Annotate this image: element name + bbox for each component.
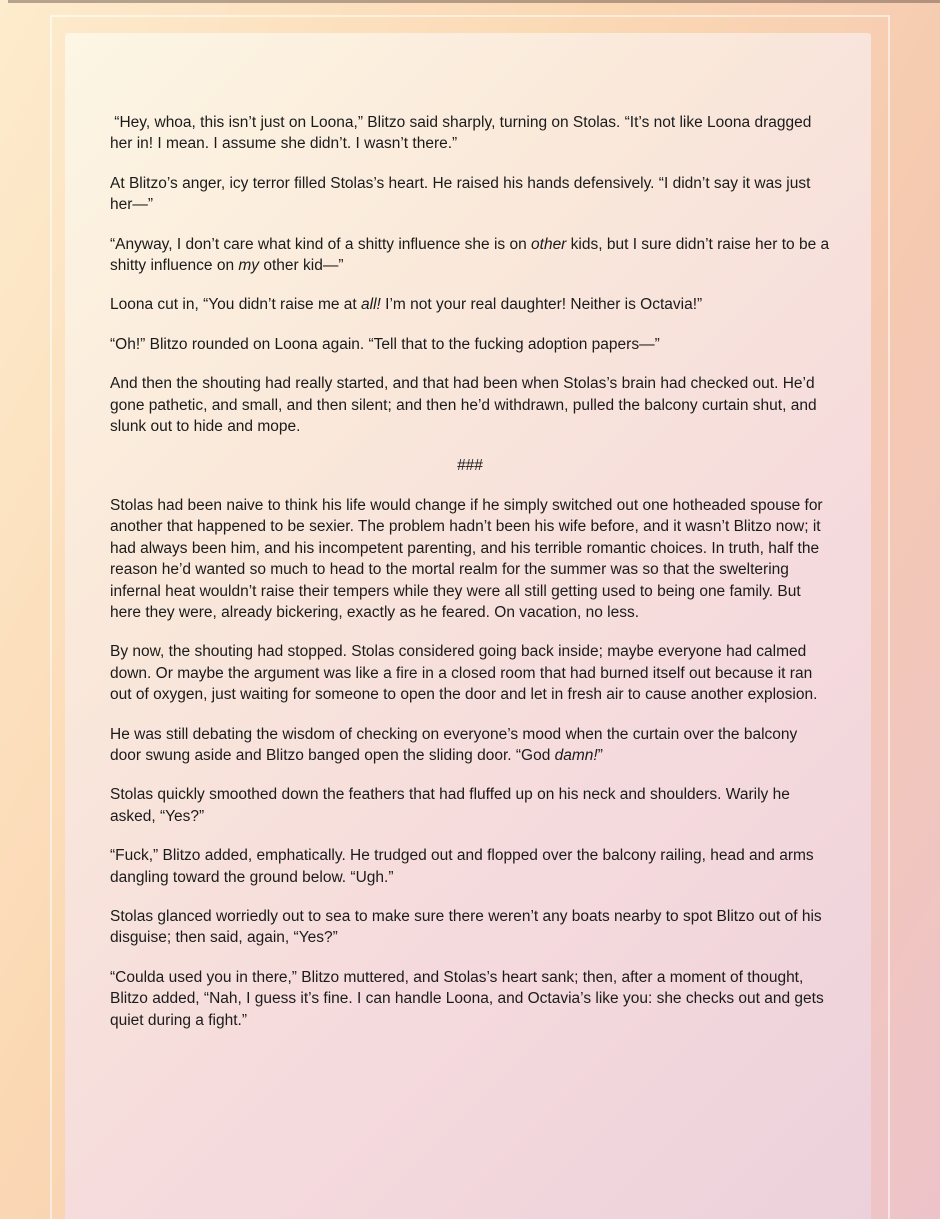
story-paragraph bbox=[110, 112, 830, 155]
text-segment: “Fuck,” Blitzo added, emphatically. He trudged out and flopped over the balcony railing, head and arms dangling toward the ground below. “Ugh.” bbox=[110, 847, 814, 886]
story-paragraph bbox=[110, 724, 830, 767]
italic-text: all! bbox=[361, 296, 381, 314]
text-segment: At Blitzo’s anger, icy terror filled Stolas’s heart. He raised his hands defensively. “I didn’t say it was just her—” bbox=[110, 174, 811, 214]
text-segment: “Oh!” Blitzo rounded on Loona again. “Tell that to the fucking adoption papers—” bbox=[110, 335, 660, 353]
text-segment: Stolas glanced worriedly out to sea to make sure there weren’t any boats nearby to spot Blitzo out of his disguise; then said, again, “Yes?” bbox=[110, 907, 822, 947]
text-segment: Stolas had been naive to think his life would change if he simply switched out one hotheaded spouse for another that happened to be sexier. The problem hadn’t been his wife before, and it wasn’t Blitzo now; it had always been him, and his incompetent parenting, and his terrible romantic choices. In truth, half the reason he’d wanted so much to head to the mortal realm for the summer was so that the sweltering infernal heat wouldn’t raise their tempers while they were all still getting used to being one family. But here they were, already bickering, exactly as he feared. On vacation, no less. bbox=[110, 496, 823, 621]
text-segment: I’m not your real daughter! Neither is Octavia!” bbox=[380, 296, 703, 314]
text-segment: other kid—” bbox=[259, 257, 344, 275]
text-segment: “Anyway, I don’t care what kind of a shitty influence she is on bbox=[110, 235, 532, 253]
story-paragraph bbox=[110, 173, 830, 216]
story-paragraph bbox=[110, 967, 830, 1031]
text-segment: Loona cut in, “You didn’t raise me at bbox=[110, 296, 362, 314]
story-paragraph bbox=[110, 784, 830, 827]
story-paragraph bbox=[110, 906, 830, 949]
story-paragraph bbox=[110, 294, 830, 315]
story-paragraph bbox=[110, 373, 830, 437]
story-paragraph bbox=[110, 641, 830, 705]
text-segment: kids, but I sure didn’t raise her to be a shitty influence on bbox=[110, 235, 830, 275]
section-separator bbox=[110, 455, 830, 476]
text-segment: He was still debating the wisdom of checking on everyone’s mood when the curtain over the balcony door swung aside and Blitzo banged open the sliding door. “God bbox=[110, 725, 798, 764]
story-text bbox=[65, 33, 871, 1031]
text-segment: “Hey, whoa, this isn’t just on Loona,” Blitzo said sharply, turning on Stolas. “It’s not like Loona dragged her in! I mean. I assume she didn’t. I wasn’t there.” bbox=[110, 114, 812, 153]
window-edge-strip bbox=[8, 0, 940, 3]
text-segment: And then the shouting had really started, and that had been when Stolas’s brain had checked out. He’d gone pathetic, and small, and then silent; and then he’d withdrawn, pulled the balcony curtain shut, and slunk out to hide and mope. bbox=[110, 375, 817, 436]
text-segment: ” bbox=[597, 746, 603, 764]
story-paragraph bbox=[110, 334, 830, 355]
italic-text: damn! bbox=[554, 746, 598, 764]
text-segment: ### bbox=[457, 457, 483, 475]
story-paragraph bbox=[110, 495, 830, 623]
text-segment: Stolas quickly smoothed down the feathers that had fluffed up on his neck and shoulders. Warily he asked, “Yes?” bbox=[110, 786, 790, 825]
story-paragraph bbox=[110, 234, 830, 277]
text-segment: By now, the shouting had stopped. Stolas considered going back inside; maybe everyone had calmed down. Or maybe the argument was like a fire in a closed room that had burned itself out because it ran out of oxygen, just waiting for someone to open the door and let in fresh air to cause another explosion. bbox=[110, 643, 818, 704]
story-page bbox=[65, 33, 871, 1219]
text-segment: “Coulda used you in there,” Blitzo muttered, and Stolas’s heart sank; then, after a moment of thought, Blitzo added, “Nah, I guess it’s fine. I can handle Loona, and Octavia’s like you: she checks out and gets quiet during a fight.” bbox=[110, 968, 824, 1029]
italic-text: other bbox=[531, 235, 567, 253]
story-paragraph bbox=[110, 845, 830, 888]
italic-text: my bbox=[238, 257, 260, 275]
